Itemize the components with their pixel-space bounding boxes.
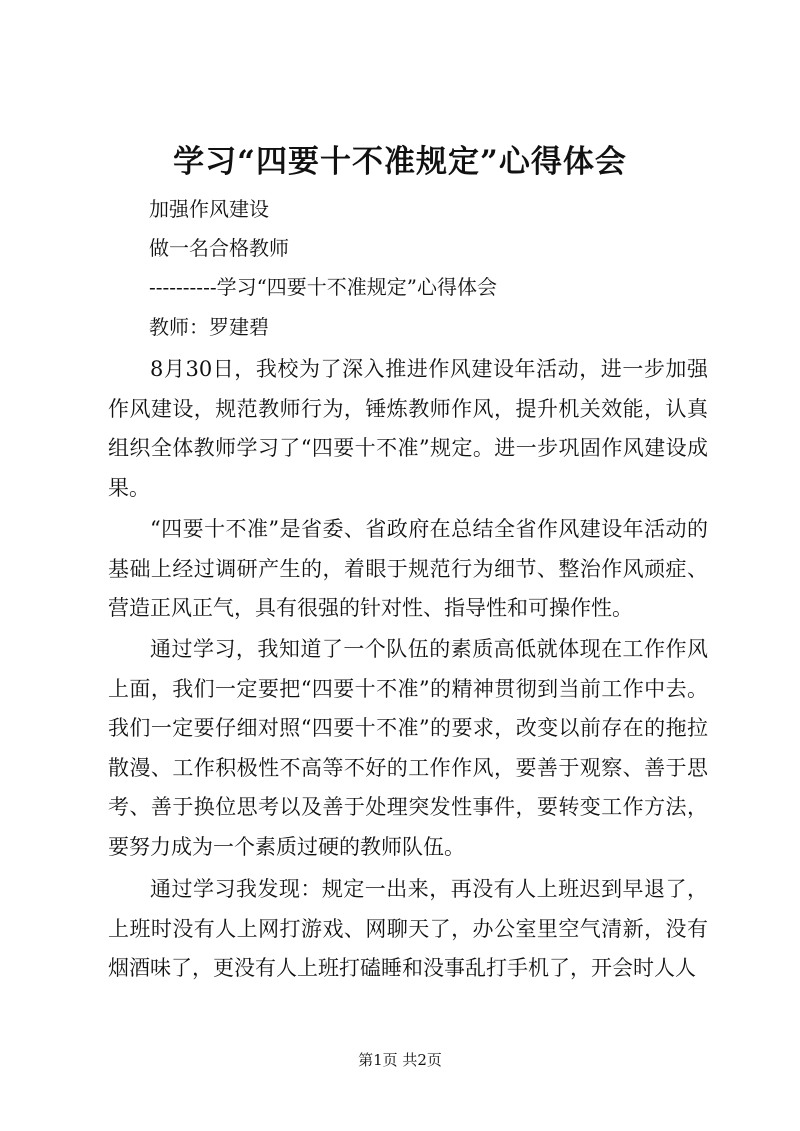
paragraph-1: 8月30日，我校为了深入推进作风建设年活动，进一步加强作风建设，规范教师行为，锤炼教师作风，提升机关效能，认真组织全体教师学习了“四要十不准”规定。进一步巩固作风建设成果。	[108, 357, 708, 500]
paragraph-2: “四要十不准”是省委、省政府在总结全省作风建设年活动的基础上经过调研产生的，着眼于规范行为细节、整治作风顽症、营造正风正气，具有很强的针对性、指导性和可操作性。	[108, 517, 708, 620]
page-footer: 第1页 共2页	[358, 1051, 442, 1069]
paragraph-4: 通过学习我发现：规定一出来，再没有人上班迟到早退了，上班时没有人上网打游戏、网聊天了，办公室里空气清新，没有烟酒味了，更没有人上班打磕睡和没事乱打手机了，开会时人人	[108, 877, 708, 980]
paragraph-3: 通过学习，我知道了一个队伍的素质高低就体现在工作作风上面，我们一定要把“四要十不准”的精神贯彻到当前工作中去。我们一定要仔细对照“四要十不准”的要求，改变以前存在的拖拉散漫、工作积极性不高等不好的工作作风，要善于观察、善于思考、善于换位思考以及善于处理突发性事件，要转变工作方法，要努力成为一个素质过硬的教师队伍。	[108, 637, 708, 859]
author-line: 教师：罗建碧	[149, 315, 269, 339]
document-title: 学习“四要十不准规定”心得体会	[173, 144, 627, 180]
subtitle-line-2: 做一名合格教师	[149, 236, 289, 260]
subtitle-line-1: 加强作风建设	[149, 197, 269, 221]
subtitle-line-3: ----------学习“四要十不准规定”心得体会	[149, 275, 498, 299]
